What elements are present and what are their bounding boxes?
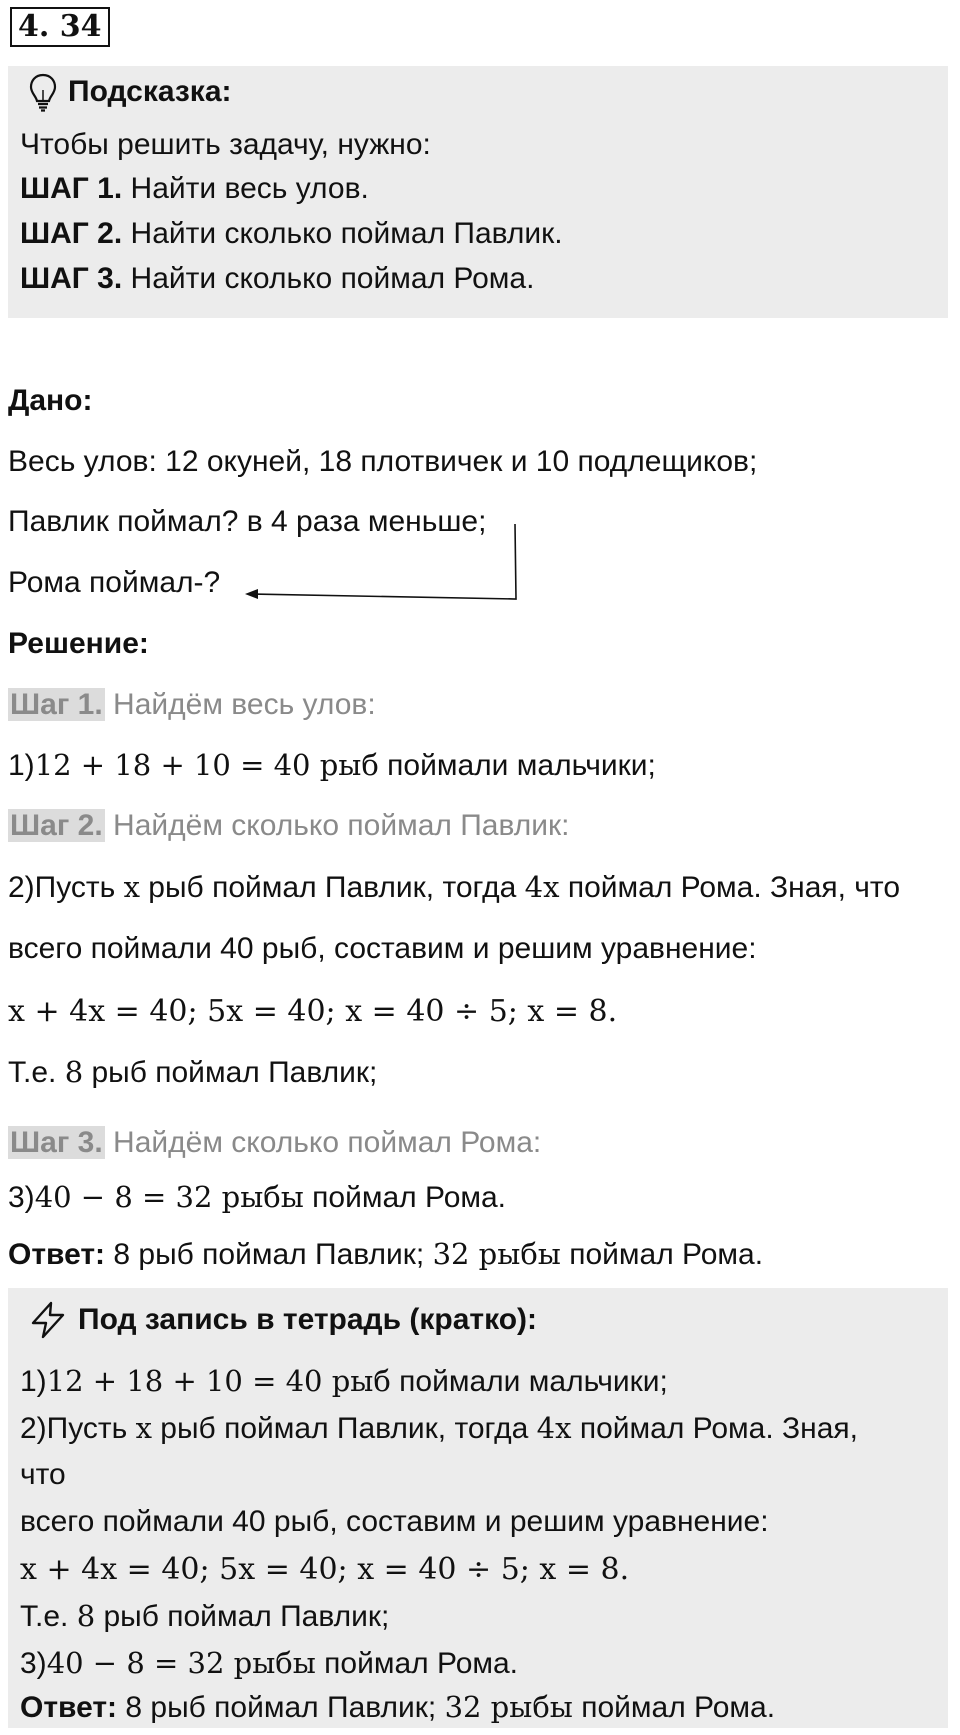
notebook-title: Под запись в тетрадь (кратко): <box>28 1300 537 1340</box>
notebook-answer: Ответ: 8 рыб поймал Павлик; 32 рыбы поймал Рома. <box>20 1690 776 1724</box>
notebook-line-1: 1)12 + 18 + 10 = 40 рыб поймали мальчики; <box>20 1364 668 1398</box>
hint-step-2: ШАГ 2. Найти сколько поймал Павлик. <box>20 217 563 250</box>
step-2-text-2: всего поймали 40 рыб, составим и решим уравнение: <box>8 932 757 965</box>
notebook-equation: x + 4x = 40; 5x = 40; x = 40 ÷ 5; x = 8. <box>20 1552 630 1587</box>
hint-step-3: ШАГ 3. Найти сколько поймал Рома. <box>20 262 535 295</box>
given-line-1: Весь улов: 12 окуней, 18 плотвичек и 10 подлещиков; <box>8 445 758 478</box>
hint-intro: Чтобы решить задачу, нужно: <box>20 128 431 161</box>
step-3-calc: 3)40 − 8 = 32 рыбы поймал Рома. <box>8 1180 507 1214</box>
given-title: Дано: <box>8 384 93 417</box>
notebook-box <box>8 1288 948 1728</box>
step-1-calc: 1)12 + 18 + 10 = 40 рыб поймали мальчики; <box>8 748 656 782</box>
step-3-heading: Шаг 3. Найдём сколько поймал Рома: <box>10 1126 542 1159</box>
step-2-equation: x + 4x = 40; 5x = 40; x = 40 ÷ 5; x = 8. <box>8 994 618 1029</box>
hint-title: Подсказка: <box>28 72 232 112</box>
step-2-result: Т.е. 8 рыб поймал Павлик; <box>8 1055 378 1089</box>
given-line-3: Рома поймал-? <box>8 566 221 599</box>
solution-title: Решение: <box>8 627 149 660</box>
answer: Ответ: 8 рыб поймал Павлик; 32 рыбы поймал Рома. <box>8 1237 764 1271</box>
hint-step-1: ШАГ 1. Найти весь улов. <box>20 172 369 205</box>
relation-arrow <box>0 0 960 640</box>
step-1-heading: Шаг 1. Найдём весь улов: <box>10 688 376 721</box>
lightning-icon <box>28 1300 68 1340</box>
problem-number: 4. 34 <box>10 7 110 47</box>
notebook-line-2: 2)Пусть x рыб поймал Павлик, тогда 4x поймал Рома. Зная, <box>20 1411 858 1445</box>
notebook-line-6: 3)40 − 8 = 32 рыбы поймал Рома. <box>20 1646 519 1680</box>
notebook-line-3: всего поймали 40 рыб, составим и решим уравнение: <box>20 1505 769 1538</box>
step-2-heading: Шаг 2. Найдём сколько поймал Павлик: <box>10 809 570 842</box>
notebook-line-2-wrap: что <box>20 1458 66 1491</box>
given-line-2: Павлик поймал? в 4 раза меньше; <box>8 505 487 538</box>
step-2-text-1: 2)Пусть x рыб поймал Павлик, тогда 4x поймал Рома. Зная, что <box>8 870 901 904</box>
notebook-result: Т.е. 8 рыб поймал Павлик; <box>20 1599 390 1633</box>
